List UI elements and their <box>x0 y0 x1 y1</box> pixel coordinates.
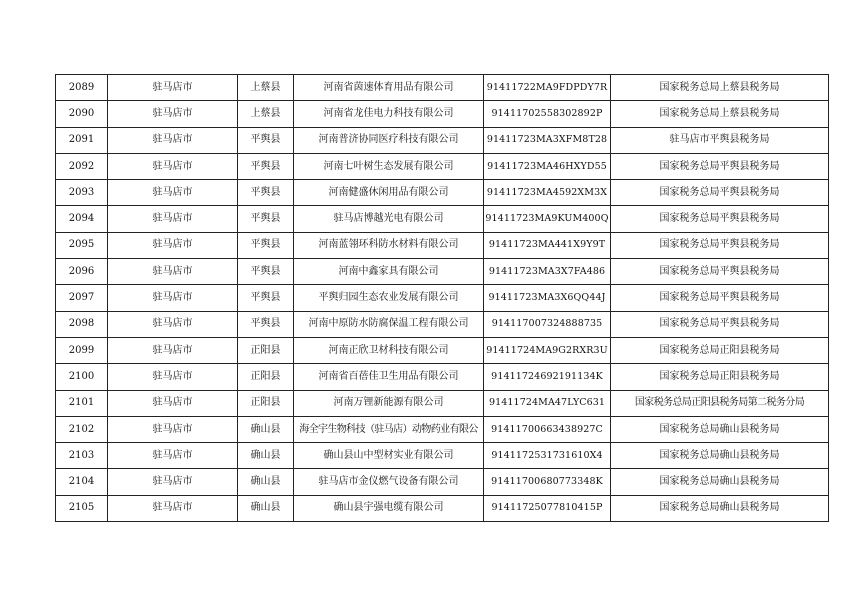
tax-authority-cell: 国家税务总局正阳县税务局 <box>611 337 829 363</box>
company-name-cell: 河南普济协同医疗科技有限公司 <box>294 127 484 153</box>
tax-code-cell: 91411700663438927C <box>484 416 611 442</box>
tax-code-cell: 91411724MA9G2RXR3U <box>484 337 611 363</box>
county-cell: 上蔡县 <box>238 101 294 127</box>
row-number-cell: 2097 <box>56 285 108 311</box>
table-row <box>56 206 829 232</box>
city-cell: 驻马店市 <box>108 495 238 521</box>
company-name-cell: 河南省龙佳电力科技有限公司 <box>294 101 484 127</box>
city-cell: 驻马店市 <box>108 206 238 232</box>
table-body <box>56 75 829 522</box>
county-cell: 平舆县 <box>238 285 294 311</box>
table-row <box>56 364 829 390</box>
county-cell: 正阳县 <box>238 364 294 390</box>
county-cell: 平舆县 <box>238 232 294 258</box>
tax-authority-cell: 国家税务总局上蔡县税务局 <box>611 101 829 127</box>
city-cell: 驻马店市 <box>108 127 238 153</box>
city-cell: 驻马店市 <box>108 180 238 206</box>
row-number-cell: 2094 <box>56 206 108 232</box>
tax-code-cell: 91411702558302892P <box>484 101 611 127</box>
table-row <box>56 469 829 495</box>
row-number-cell: 2100 <box>56 364 108 390</box>
company-name-cell: 平舆归园生态农业发展有限公司 <box>294 285 484 311</box>
table-row <box>56 495 829 521</box>
company-name-cell: 河南蓝翎环科防水材料有限公司 <box>294 232 484 258</box>
tax-code-cell: 91411723MA4592XM3X <box>484 180 611 206</box>
company-name-cell: 河南健盛休闲用品有限公司 <box>294 180 484 206</box>
company-name-cell: 河南中鑫家具有限公司 <box>294 259 484 285</box>
tax-authority-cell: 国家税务总局确山县税务局 <box>611 495 829 521</box>
table-row <box>56 416 829 442</box>
tax-authority-cell: 国家税务总局确山县税务局 <box>611 443 829 469</box>
city-cell: 驻马店市 <box>108 364 238 390</box>
tax-authority-cell: 国家税务总局平舆县税务局 <box>611 180 829 206</box>
county-cell: 平舆县 <box>238 180 294 206</box>
row-number-cell: 2105 <box>56 495 108 521</box>
tax-code-cell: 91411723MA441X9Y9T <box>484 232 611 258</box>
row-number-cell: 2103 <box>56 443 108 469</box>
company-name-cell: 驻马店博越光电有限公司 <box>294 206 484 232</box>
table-row <box>56 311 829 337</box>
county-cell: 正阳县 <box>238 337 294 363</box>
tax-authority-cell: 国家税务总局平舆县税务局 <box>611 232 829 258</box>
table-row <box>56 390 829 416</box>
company-name-cell: 河南省茵速体育用品有限公司 <box>294 75 484 101</box>
tax-code-cell: 914117007324888735 <box>484 311 611 337</box>
table-row <box>56 180 829 206</box>
tax-authority-cell: 国家税务总局平舆县税务局 <box>611 153 829 179</box>
tax-authority-cell: 国家税务总局正阳县税务局第二税务分局 <box>611 390 829 416</box>
tax-authority-cell: 国家税务总局确山县税务局 <box>611 416 829 442</box>
county-cell: 上蔡县 <box>238 75 294 101</box>
city-cell: 驻马店市 <box>108 153 238 179</box>
table-row <box>56 285 829 311</box>
county-cell: 平舆县 <box>238 259 294 285</box>
county-cell: 确山县 <box>238 443 294 469</box>
row-number-cell: 2104 <box>56 469 108 495</box>
company-name-cell: 河南七叶树生态发展有限公司 <box>294 153 484 179</box>
company-name-cell: 海全宇生物科技（驻马店）动物药业有限公 <box>294 416 484 442</box>
table-row <box>56 75 829 101</box>
tax-code-cell: 91411723MA9KUM400Q <box>484 206 611 232</box>
row-number-cell: 2095 <box>56 232 108 258</box>
tax-code-cell: 91411700680773348K <box>484 469 611 495</box>
tax-code-cell: 91411723MA3X6QQ44J <box>484 285 611 311</box>
tax-authority-cell: 国家税务总局确山县税务局 <box>611 469 829 495</box>
company-name-cell: 河南万锂新能源有限公司 <box>294 390 484 416</box>
table-row <box>56 101 829 127</box>
row-number-cell: 2101 <box>56 390 108 416</box>
city-cell: 驻马店市 <box>108 390 238 416</box>
company-name-cell: 河南中原防水防腐保温工程有限公司 <box>294 311 484 337</box>
city-cell: 驻马店市 <box>108 337 238 363</box>
row-number-cell: 2096 <box>56 259 108 285</box>
tax-code-cell: 91411722MA9FDPDY7R <box>484 75 611 101</box>
table-row <box>56 337 829 363</box>
tax-authority-cell: 驻马店市平舆县税务局 <box>611 127 829 153</box>
company-name-cell: 河南正欣卫材科技有限公司 <box>294 337 484 363</box>
table-row <box>56 153 829 179</box>
county-cell: 平舆县 <box>238 127 294 153</box>
table-row <box>56 127 829 153</box>
row-number-cell: 2092 <box>56 153 108 179</box>
tax-authority-cell: 国家税务总局平舆县税务局 <box>611 311 829 337</box>
county-cell: 正阳县 <box>238 390 294 416</box>
city-cell: 驻马店市 <box>108 75 238 101</box>
city-cell: 驻马店市 <box>108 469 238 495</box>
city-cell: 驻马店市 <box>108 101 238 127</box>
county-cell: 平舆县 <box>238 206 294 232</box>
table-row <box>56 232 829 258</box>
company-name-cell: 确山县宇强电缆有限公司 <box>294 495 484 521</box>
row-number-cell: 2098 <box>56 311 108 337</box>
table-row <box>56 443 829 469</box>
county-cell: 确山县 <box>238 469 294 495</box>
city-cell: 驻马店市 <box>108 285 238 311</box>
tax-code-cell: 91411723MA3XFM8T28 <box>484 127 611 153</box>
company-name-cell: 确山县山中型材实业有限公司 <box>294 443 484 469</box>
table-row <box>56 259 829 285</box>
row-number-cell: 2102 <box>56 416 108 442</box>
row-number-cell: 2089 <box>56 75 108 101</box>
tax-code-cell: 91411723MA46HXYD55 <box>484 153 611 179</box>
city-cell: 驻马店市 <box>108 416 238 442</box>
tax-authority-cell: 国家税务总局平舆县税务局 <box>611 206 829 232</box>
tax-authority-cell: 国家税务总局上蔡县税务局 <box>611 75 829 101</box>
taxpayer-table <box>55 74 829 522</box>
tax-authority-cell: 国家税务总局平舆县税务局 <box>611 259 829 285</box>
company-name-cell: 河南省百蓓佳卫生用品有限公司 <box>294 364 484 390</box>
tax-authority-cell: 国家税务总局正阳县税务局 <box>611 364 829 390</box>
county-cell: 确山县 <box>238 416 294 442</box>
tax-code-cell: 91411723MA3X7FA486 <box>484 259 611 285</box>
row-number-cell: 2091 <box>56 127 108 153</box>
row-number-cell: 2090 <box>56 101 108 127</box>
county-cell: 平舆县 <box>238 153 294 179</box>
tax-code-cell: 91411724692191134K <box>484 364 611 390</box>
city-cell: 驻马店市 <box>108 443 238 469</box>
row-number-cell: 2099 <box>56 337 108 363</box>
city-cell: 驻马店市 <box>108 232 238 258</box>
tax-code-cell: 91411724MA47LYC631 <box>484 390 611 416</box>
city-cell: 驻马店市 <box>108 259 238 285</box>
county-cell: 确山县 <box>238 495 294 521</box>
tax-code-cell: 9141172531731610X4 <box>484 443 611 469</box>
county-cell: 平舆县 <box>238 311 294 337</box>
row-number-cell: 2093 <box>56 180 108 206</box>
tax-authority-cell: 国家税务总局平舆县税务局 <box>611 285 829 311</box>
tax-code-cell: 91411725077810415P <box>484 495 611 521</box>
city-cell: 驻马店市 <box>108 311 238 337</box>
company-name-cell: 驻马店市金仪燃气设备有限公司 <box>294 469 484 495</box>
